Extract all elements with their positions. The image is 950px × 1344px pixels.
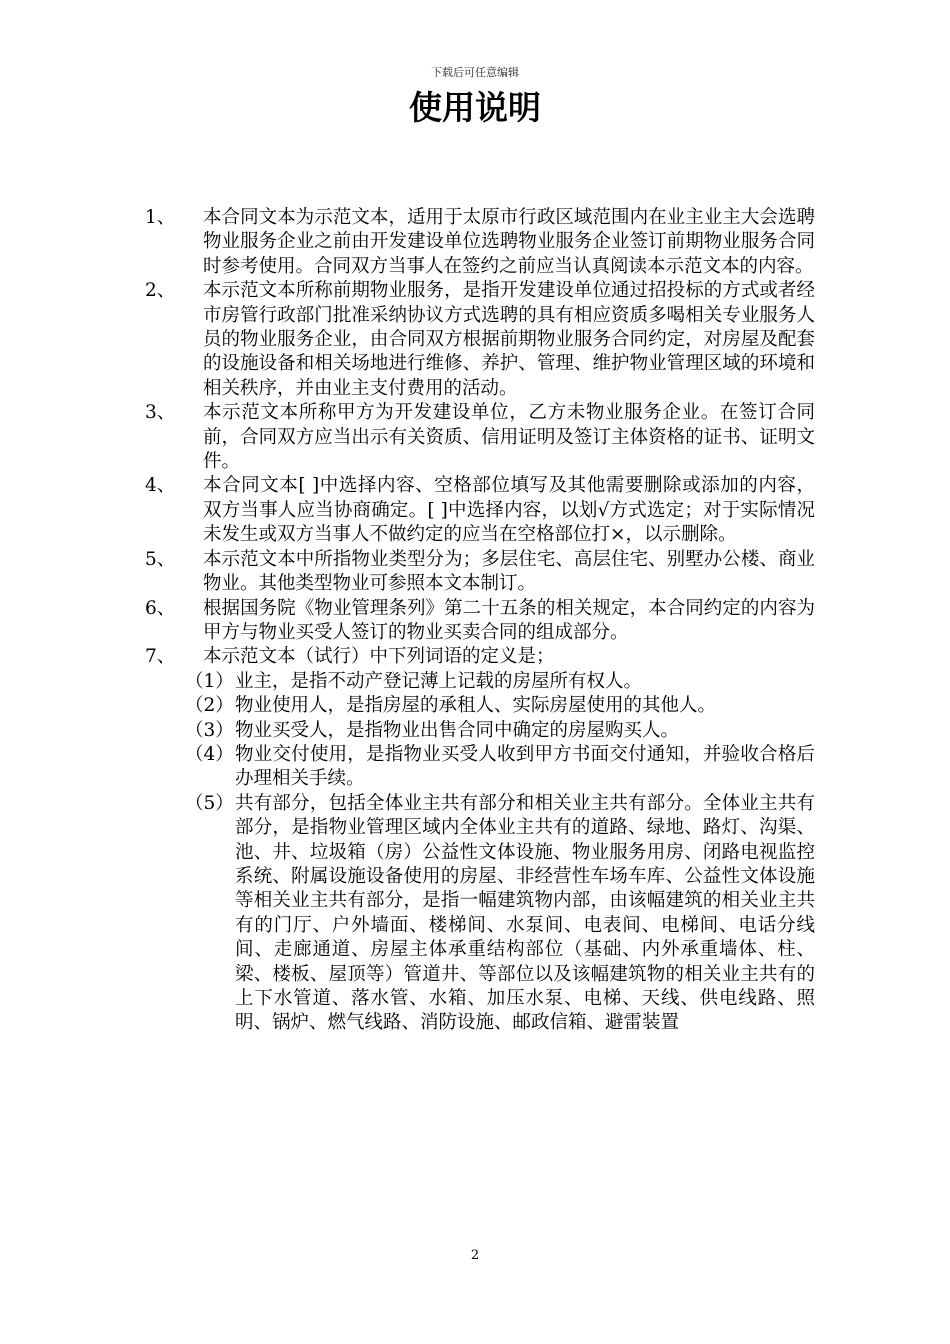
- definition-number: （4）: [185, 743, 234, 765]
- list-item: [145, 401, 815, 474]
- item-number: 3、: [145, 402, 176, 424]
- list-item: [145, 279, 815, 401]
- list-item: [145, 206, 815, 279]
- page-number: 2: [470, 1248, 480, 1263]
- definition-text: 物业交付使用，是指物业买受人收到甲方书面交付通知，并验收合格后办理相关手续。: [235, 743, 815, 790]
- item-text: 本示范文本所称前期物业服务，是指开发建设单位通过招投标的方式或者经市房管行政部门批准采纳协议方式选聘的具有相应资质多喝相关专业服务人员的物业服务企业，由合同双方根据前期物业服务合同约定，对房屋及配套的设施设备和相关场地进行维修、养护、管理、维护物业管理区域的环境和相关秩序，并由业主支付费用的活动。: [203, 280, 815, 399]
- definition-number: （3）: [185, 719, 234, 741]
- definition-item: [145, 694, 815, 718]
- list-item: [145, 645, 815, 669]
- item-number: 5、: [145, 548, 176, 570]
- item-text: 本合同文本为示范文本，适用于太原市行政区域范围内在业主业主大会选聘物业服务企业之前由开发建设单位选聘物业服务企业签订前期物业服务合同时参考使用。合同双方当事人在签约之前应当认真阅读本示范文本的内容。: [203, 207, 815, 277]
- definition-item: [145, 719, 815, 743]
- item-text: 本合同文本[ ]中选择内容、空格部位填写及其他需要删除或添加的内容，双方当事人应当协商确定。[ ]中选择内容，以划√方式选定；对于实际情况未发生或双方当事人不做约定的应当在空格部位打×，以示删除。: [203, 475, 815, 546]
- definition-number: （1）: [185, 670, 234, 692]
- definition-number: （2）: [185, 695, 234, 717]
- definition-item: [145, 670, 815, 694]
- definition-text: 业主，是指不动产登记薄上记载的房屋所有权人。: [235, 670, 643, 692]
- item-text: 本示范文本（试行）中下列词语的定义是；: [203, 646, 555, 668]
- list-item: [145, 548, 815, 597]
- item-number: 4、: [145, 475, 176, 497]
- list-item: [145, 474, 815, 547]
- definition-text: 共有部分，包括全体业主共有部分和相关业主共有部分。全体业主共有部分，是指物业管理区域内全体业主共有的道路、绿地、路灯、沟渠、池、井、垃圾箱（房）公益性文体设施、物业服务用房、闭路电视监控系统、附属设施设备使用的房屋、非经营性车场车库、公益性文体设施等相关业主共有部分，是指一幅建筑物内部，由该幅建筑的相关业主共有的门厅、户外墙面、楼梯间、水泵间、电表间、电梯间、电话分线间、走廊通道、房屋主体承重结构部位（基础、内外承重墙体、柱、梁、楼板、屋顶等）管道井、等部位以及该幅建筑物的相关业主共有的上下水管道、落水管、水箱、加压水泵、电梯、天线、供电线路、照明、锅炉、燃气线路、消防设施、邮政信箱、避雷装置: [235, 792, 815, 1034]
- page-header-note: 下载后可任意编辑: [431, 66, 519, 79]
- instructions-body: [145, 206, 815, 1036]
- item-number: 6、: [145, 597, 176, 619]
- item-text: 根据国务院《物业管理条列》第二十五条的相关规定，本合同约定的内容为甲方与物业买受人签订的物业买卖合同的组成部分。: [203, 597, 815, 643]
- definition-text: 物业买受人，是指物业出售合同中确定的房屋购买人。: [235, 719, 680, 741]
- list-item: [145, 597, 815, 646]
- item-number: 2、: [145, 280, 176, 302]
- item-number: 7、: [145, 646, 176, 668]
- definition-text: 物业使用人，是指房屋的承租人、实际房屋使用的其他人。: [235, 695, 717, 717]
- item-number: 1、: [145, 207, 176, 228]
- page-title: 使用说明: [409, 88, 541, 127]
- definition-item: [145, 743, 815, 792]
- definitions-list: [145, 670, 815, 1036]
- item-text: 本示范文本所称甲方为开发建设单位，乙方未物业服务企业。在签订合同前，合同双方应当出示有关资质、信用证明及签订主体资格的证书、证明文件。: [203, 402, 815, 473]
- item-text: 本示范文本中所指物业类型分为；多层住宅、高层住宅、别墅办公楼、商业物业。其他类型物业可参照本文本制订。: [203, 548, 815, 595]
- definition-number: （5）: [185, 792, 234, 814]
- definition-item: [145, 792, 815, 1036]
